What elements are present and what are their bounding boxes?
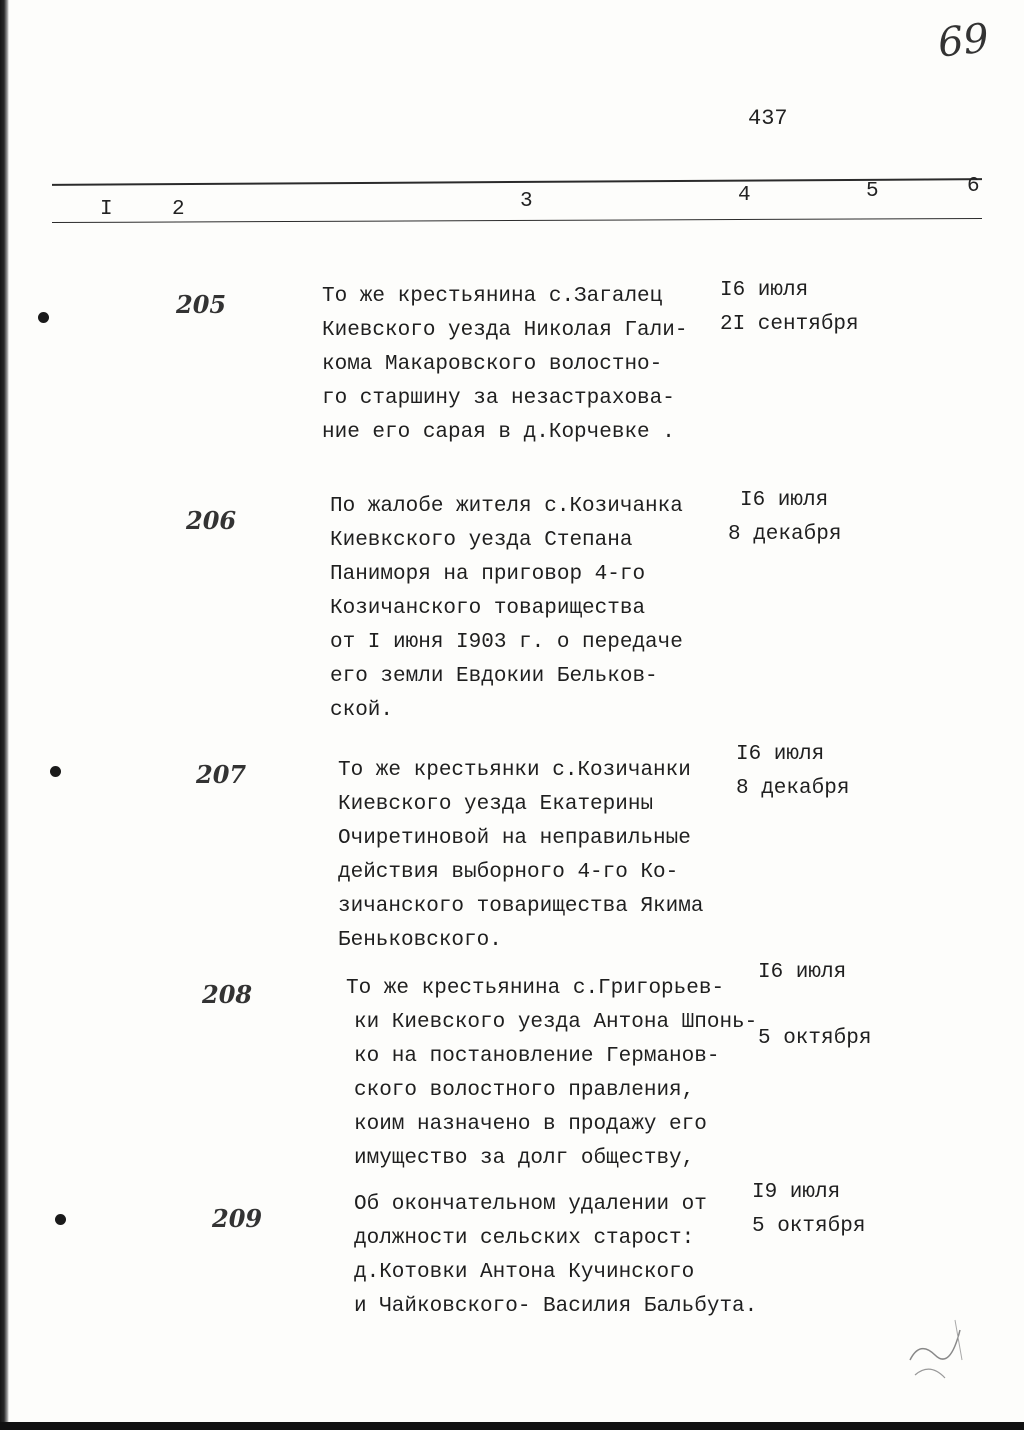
punch-hole	[50, 766, 61, 777]
entry-number: 206	[186, 506, 237, 535]
entry-text-line: Паниморя на приговор 4-го	[330, 563, 646, 586]
entry-text-line: То же крестьянина с.Загалец	[322, 285, 663, 308]
entry-text-line: должности сельских старост:	[354, 1227, 695, 1250]
entry-text-line: ние его сарая в д.Корчевке .	[322, 421, 675, 444]
entry-text-line: ской.	[330, 699, 394, 722]
entry-text-line: Киевского уезда Николая Гали-	[322, 319, 688, 342]
entry-date-end: 8 декабря	[736, 777, 850, 800]
entry-text-line: Очиретиновой на неправильные	[338, 827, 691, 850]
entry-date-start: I6 июля	[740, 489, 829, 512]
entry-date-start: I6 июля	[758, 961, 847, 984]
scan-left-edge	[0, 0, 9, 1430]
entry-description	[330, 490, 683, 728]
entry-number: 207	[196, 760, 247, 789]
scan-bottom-edge	[0, 1422, 1024, 1430]
entry-text-line: Беньковского.	[338, 929, 502, 952]
table-header-top-rule	[52, 178, 982, 186]
entry-description	[346, 972, 757, 1176]
entry-dates	[736, 738, 849, 806]
entry-number: 208	[202, 980, 253, 1009]
entry-dates	[758, 956, 871, 1056]
entry-text-line: По жалобе жителя с.Козичанка	[330, 495, 683, 518]
entry-text-line: имущество за долг обществу,	[354, 1147, 695, 1170]
entry-text-line: его земли Евдокии Бельков-	[330, 665, 658, 688]
punch-hole	[38, 312, 49, 323]
entry-text-line: ки Киевского уезда Антона Шпонь-	[354, 1011, 758, 1034]
column-number-4: 4	[738, 184, 751, 207]
column-number-1: I	[100, 198, 113, 221]
entry-date-end: 5 октября	[758, 1027, 872, 1050]
entry-text-line: от I июня I903 г. о передаче	[330, 631, 683, 654]
entry-text-line: д.Котовки Антона Кучинского	[354, 1261, 695, 1284]
entry-text-line: Козичанского товарищества	[330, 597, 646, 620]
entry-text-line: Об окончательном удалении от	[354, 1193, 707, 1216]
entry-text-line: То же крестьянина с.Григорьев-	[346, 977, 725, 1000]
entry-number: 209	[212, 1204, 263, 1233]
entry-date-start: I6 июля	[720, 279, 809, 302]
column-number-2: 2	[172, 198, 185, 221]
page-number: 437	[748, 106, 788, 131]
entry-number: 205	[176, 290, 227, 319]
entry-text-line: Киевского уезда Екатерины	[338, 793, 654, 816]
entry-date-end: 2I сентября	[720, 313, 859, 336]
handwritten-mark-icon	[900, 1300, 970, 1390]
entry-dates	[728, 484, 841, 552]
entry-text-line: го старшину за незастрахова-	[322, 387, 675, 410]
archive-sheet-number: 69	[935, 15, 992, 67]
table-header-bottom-rule	[52, 218, 982, 223]
entry-date-start: I6 июля	[736, 743, 825, 766]
entry-date-start: I9 июля	[752, 1181, 841, 1204]
entry-text-line: То же крестьянки с.Козичанки	[338, 759, 691, 782]
entry-text-line: зичанского товарищества Якима	[338, 895, 704, 918]
entry-text-line: ко на постановление Германов-	[354, 1045, 720, 1068]
entry-dates	[720, 274, 859, 342]
punch-hole	[55, 1214, 66, 1225]
entry-date-end: 8 декабря	[728, 523, 842, 546]
entry-text-line: действия выборного 4-го Ко-	[338, 861, 679, 884]
column-number-6: 6	[967, 175, 980, 198]
column-number-5: 5	[866, 180, 879, 203]
entry-description	[354, 1188, 757, 1324]
entry-text-line: Киевкского уезда Степана	[330, 529, 633, 552]
column-number-3: 3	[520, 190, 533, 213]
entry-description	[322, 280, 687, 450]
entry-text-line: ского волостного правления,	[354, 1079, 695, 1102]
entry-text-line: коим назначено в продажу его	[354, 1113, 707, 1136]
entry-text-line: и Чайковского- Василия Бальбута.	[354, 1295, 758, 1318]
entry-dates	[752, 1176, 865, 1244]
entry-description	[338, 754, 703, 958]
entry-text-line: кома Макаровского волостно-	[322, 353, 663, 376]
entry-date-end: 5 октября	[752, 1215, 866, 1238]
